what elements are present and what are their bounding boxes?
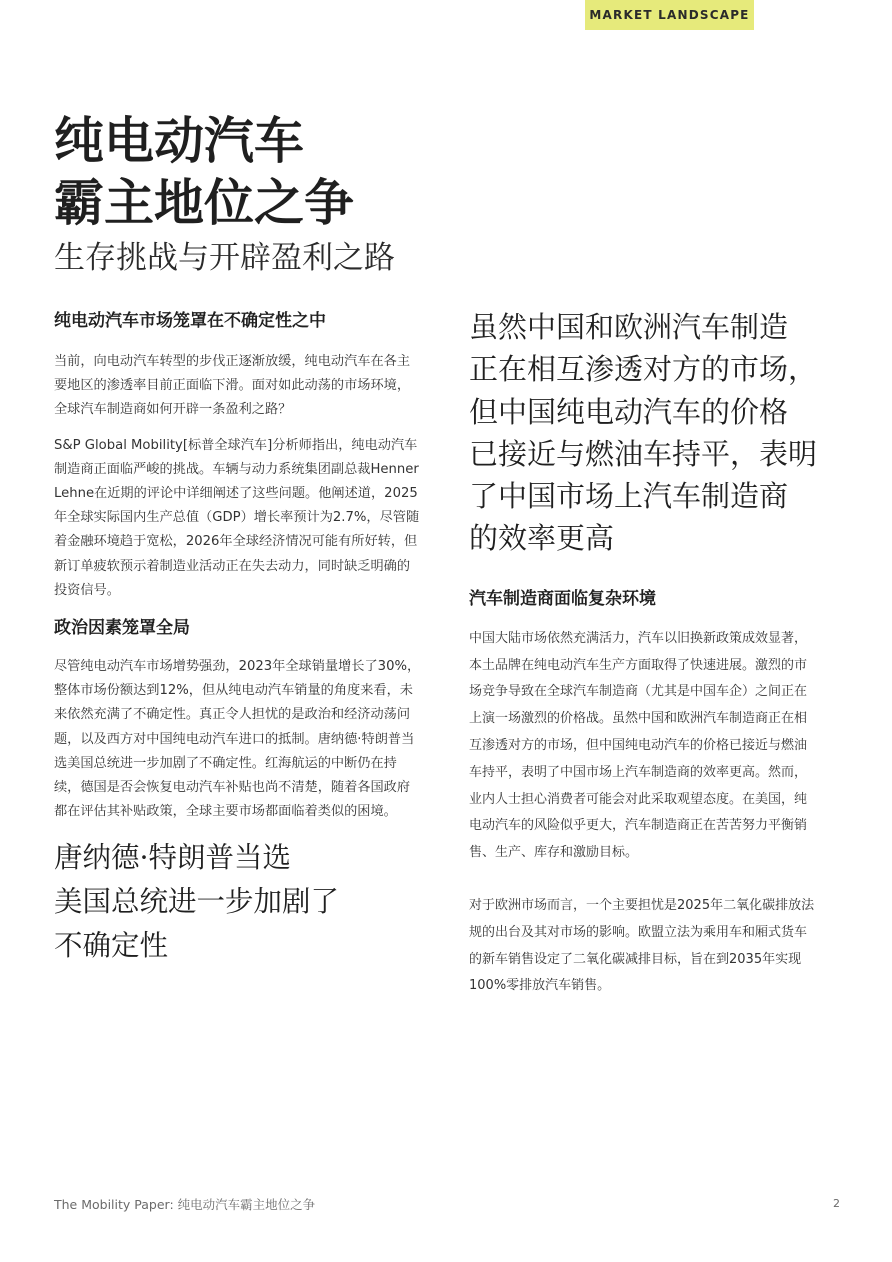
paragraph-china-market: 中国大陆市场依然充满活力，汽车以旧换新政策成效显著，本土品牌在纯电动汽车生产方面取得了快速进展。激烈的市场竞争导致在全球汽车制造商（尤其是中国车企）之间正在上演一场激烈的价格战。虽然中国和欧洲汽车制造商正在相互渗透对方的市场，但中国纯电动汽车的价格已接近与燃油车持平，表明了中国市场上汽车制造商的效率更高。然而，业内人士担心消费者可能会对此采取观望态度。在美国，纯电动汽车的风险似乎更大，汽车制造商正在苦苦努力平衡销售、生产、库存和激励目标。 — [469, 630, 808, 861]
left-column — [54, 306, 422, 968]
quote-line: 正在相互渗透对方的市场， — [469, 352, 818, 387]
quote-line: 虽然中国和欧洲汽车制造 — [469, 310, 789, 344]
section-tag: MARKET LANDSCAPE — [585, 0, 754, 30]
heading-complex-environment: 汽车制造商面临复杂环境 — [469, 588, 656, 609]
heading-uncertainty: 纯电动汽车市场笼罩在不确定性之中 — [54, 311, 326, 331]
quote-line: 但中国纯电动汽车的价格 — [469, 394, 789, 429]
page-number: 2 — [833, 1197, 840, 1210]
paragraph-analyst: S&P Global Mobility[标普全球汽车]分析师指出，纯电动汽车制造商正面临严峻的挑战。车辆与动力系统集团副总裁Henner Lehne在近期的评论中详细阐述了这些问题。他阐述道，2025年全球实际国内生产总值（GDP）增长率预计为2.7%，尽管随着金融环境趋于宽松，2026年全球经济情况可能有所好转，但新订单疲软预示着制造业活动正在失去动力，同时缺乏明确的投资信号。 — [54, 437, 420, 598]
quote-line: 美国总统进一步加剧了 — [54, 885, 340, 919]
quote-line: 唐纳德·特朗普当选 — [54, 841, 292, 875]
paragraph-europe-market: 对于欧洲市场而言，一个主要担忧是2025年二氧化碳排放法规的出台及其对市场的影响。欧盟立法为乘用车和厢式货车的新车销售设定了二氧化碳减排目标，旨在到2035年实现100%零排放汽车销售。 — [469, 897, 815, 994]
pull-quote-left — [54, 836, 422, 968]
heading-politics: 政治因素笼罩全局 — [54, 618, 190, 639]
quote-line: 的效率更高 — [469, 521, 615, 556]
quote-line: 不确定性 — [54, 929, 169, 963]
right-column — [469, 306, 819, 1000]
paragraph-intro: 当前，向电动汽车转型的步伐正逐渐放缓，纯电动汽车在各主要地区的渗透率目前正面临下滑。面对如此动荡的市场环境，全球汽车制造商如何开辟一条盈利之路？ — [54, 354, 411, 418]
pull-quote-right — [469, 306, 819, 560]
title-line-2: 霸主地位之争 — [54, 174, 354, 232]
page-subtitle: 生存挑战与开辟盈利之路 — [54, 240, 395, 276]
page-title — [54, 110, 354, 234]
quote-line: 了中国市场上汽车制造商 — [469, 479, 789, 514]
quote-line: 已接近与燃油车持平，表明 — [469, 436, 818, 471]
paragraph-politics: 尽管纯电动汽车市场增势强劲，2023年全球销量增长了30%，整体市场份额达到12%，但从纯电动汽车销量的角度来看，未来依然充满了不确定性。真正令人担忧的是政治和经济动荡问题，以及西方对中国纯电动汽车进口的抵制。唐纳德·特朗普当选美国总统进一步加剧了不确定性。红海航运的中断仍在持续，德国是否会恢复电动汽车补贴也尚不清楚，随着各国政府都在评估其补贴政策，全球主要市场都面临着类似的困境。 — [54, 659, 421, 820]
footer-title: The Mobility Paper: 纯电动汽车霸主地位之争 — [54, 1197, 316, 1212]
title-line-1: 纯电动汽车 — [54, 112, 304, 170]
